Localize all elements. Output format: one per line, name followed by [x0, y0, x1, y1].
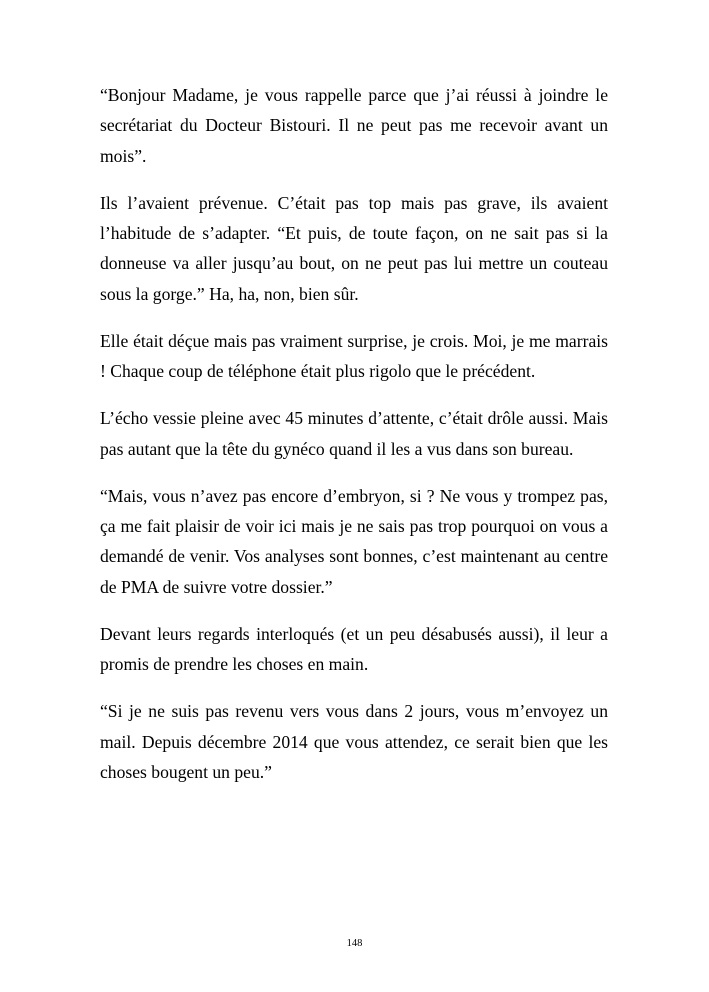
paragraph: “Bonjour Madame, je vous rappelle parce que j’ai réussi à joindre le secrétariat du Docteur Bistouri. Il ne peut pas me recevoir avant un mois”. [100, 85, 608, 166]
paragraph: Devant leurs regards interloqués (et un peu désabusés aussi), il leur a promis de prendre les choses en main. [100, 623, 608, 674]
paragraph: “Si je ne suis pas revenu vers vous dans 2 jours, vous m’envoyez un mail. Depuis décembre 2014 que vous attendez, ce serait bien que les choses bougent un peu.” [100, 701, 608, 782]
paragraph: L’écho vessie pleine avec 45 minutes d’attente, c’était drôle aussi. Mais pas autant que la tête du gynéco quand il les a vus dans son bureau. [100, 408, 608, 459]
paragraph: “Mais, vous n’avez pas encore d’embryon, si ? Ne vous y trompez pas, ça me fait plaisir de voir ici mais je ne sais pas trop pourquoi on vous a demandé de venir. Vos analyses sont bonnes, c’est maintenant au centre de PMA de suivre votre dossier.” [100, 485, 608, 597]
paragraph: Ils l’avaient prévenue. C’était pas top mais pas grave, ils avaient l’habitude de s’adapter. “Et puis, de toute façon, on ne sait pas si la donneuse va aller jusqu’au bout, on ne peut pas lui mettre un couteau sous la gorge.” Ha, ha, non, bien sûr. [100, 192, 608, 304]
page-number: 148 [346, 938, 363, 949]
paragraph: Elle était déçue mais pas vraiment surprise, je crois. Moi, je me marrais ! Chaque coup de téléphone était plus rigolo que le précédent. [100, 330, 608, 381]
page-body-text [100, 80, 608, 787]
